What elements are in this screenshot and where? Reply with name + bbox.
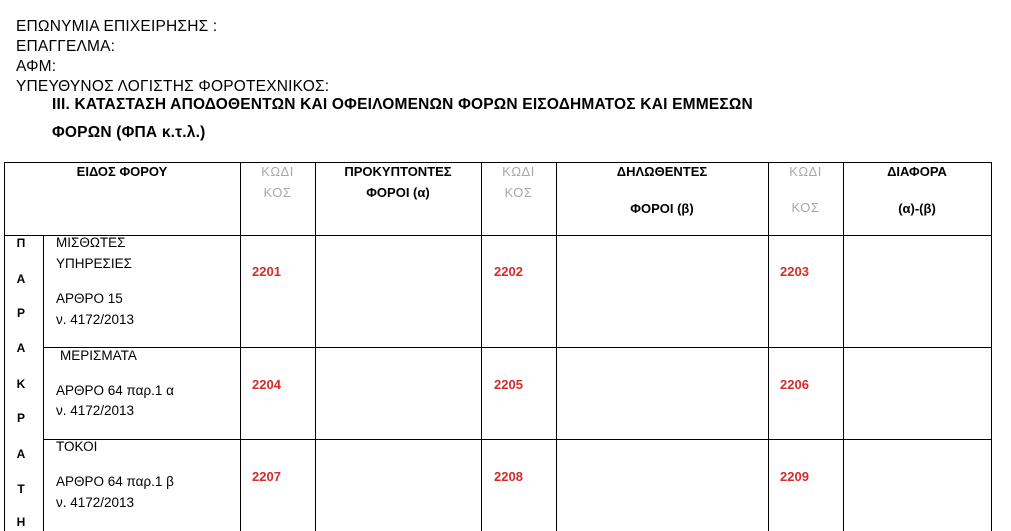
grid-vline-7 xyxy=(843,162,844,531)
vertical-label-char: Ρ xyxy=(16,306,25,320)
header-code1-bottom: ΚΟΣ xyxy=(263,185,292,200)
grid-vline-8 xyxy=(991,162,992,531)
section-title: III. ΚΑΤΑΣΤΑΣΗ ΑΠΟΔΟΘΕΝΤΩΝ ΚΑΙ ΟΦΕΙΛΟΜΕΝΩΝ ΦΟΡΩΝ ΕΙΣΟΔΗΜΑΤΟΣ ΚΑΙ ΕΜΜΕΣΩΝ xyxy=(52,96,753,113)
header-tax-type: ΕΙΔΟΣ ΦΟΡΟΥ xyxy=(76,164,168,179)
header-declared-top: ΔΗΛΩΘΕΝΤΕΣ xyxy=(616,164,708,179)
vertical-label-char: Α xyxy=(16,447,26,461)
row3-law: ν. 4172/2013 xyxy=(56,495,135,510)
tax-id-label: ΑΦΜ: xyxy=(16,58,57,75)
vertical-label-char: Π xyxy=(16,236,26,250)
grid-vline-0 xyxy=(4,162,5,531)
row1-code1: 2201 xyxy=(252,264,281,279)
row1-code3: 2203 xyxy=(780,264,809,279)
grid-vline-5 xyxy=(556,162,557,531)
profession-label: ΕΠΑΓΓΕΛΜΑ: xyxy=(16,38,116,55)
header-code2-bottom: ΚΟΣ xyxy=(504,185,533,200)
header-code2-top: ΚΩΔΙ xyxy=(502,164,535,179)
grid-vline-3 xyxy=(315,162,316,531)
row3-code3: 2209 xyxy=(780,469,809,484)
row1-name-line2: ΥΠΗΡΕΣΙΕΣ xyxy=(56,256,132,271)
header-code3-top: ΚΩΔΙ xyxy=(789,164,822,179)
company-name-label: ΕΠΩΝΥΜΙΑ ΕΠΙΧΕΙΡΗΣΗΣ : xyxy=(16,18,218,35)
row1-law: ν. 4172/2013 xyxy=(56,312,135,327)
accountant-label: ΥΠΕΥΘΥΝΟΣ ΛΟΓΙΣΤΗΣ ΦΟΡΟΤΕΧΝΙΚΟΣ: xyxy=(16,78,330,95)
row2-code1: 2204 xyxy=(252,377,281,392)
header-diff-bottom: (α)-(β) xyxy=(898,201,936,216)
vertical-label-char: Α xyxy=(16,341,26,355)
row3-code2: 2208 xyxy=(494,469,523,484)
grid-vline-6 xyxy=(768,162,769,531)
vertical-label-char: Κ xyxy=(16,377,26,391)
row2-code2: 2205 xyxy=(494,377,523,392)
row3-article: ΑΡΘΡΟ 64 παρ.1 β xyxy=(56,474,174,489)
grid-line-row1 xyxy=(43,347,992,348)
row1-article: ΑΡΘΡΟ 15 xyxy=(56,291,123,306)
row2-law: ν. 4172/2013 xyxy=(56,403,135,418)
header-diff-top: ΔΙΑΦΟΡΑ xyxy=(887,164,947,179)
row1-code2: 2202 xyxy=(494,264,523,279)
row1-name-line1: ΜΙΣΘΩΤΕΣ xyxy=(56,235,126,250)
vertical-label-char: Τ xyxy=(17,482,25,496)
row2-code3: 2206 xyxy=(780,377,809,392)
grid-line-row2 xyxy=(43,439,992,440)
vertical-label-char: Α xyxy=(16,272,26,286)
header-code3-bottom: ΚΟΣ xyxy=(791,200,820,215)
grid-vline-4 xyxy=(481,162,482,531)
row3-name-line1: ΤΟΚΟΙ xyxy=(56,439,98,454)
row2-name-line1: ΜΕΡΙΣΜΑΤΑ xyxy=(60,348,137,363)
header-code1-top: ΚΩΔΙ xyxy=(261,164,294,179)
header-arising-bottom: ΦΟΡΟΙ (α) xyxy=(366,185,430,200)
row3-code1: 2207 xyxy=(252,469,281,484)
vertical-label-char: Η xyxy=(16,515,26,529)
grid-vline-1 xyxy=(43,235,44,531)
header-declared-bottom: ΦΟΡΟΙ (β) xyxy=(630,201,694,216)
vertical-label-char: Ρ xyxy=(16,411,25,425)
header-arising-top: ΠΡΟΚΥΠΤΟΝΤΕΣ xyxy=(344,164,452,179)
section-title-cont: ΦΟΡΩΝ (ΦΠΑ κ.τ.λ.) xyxy=(52,124,206,141)
grid-vline-2 xyxy=(240,162,241,531)
row2-article: ΑΡΘΡΟ 64 παρ.1 α xyxy=(56,383,174,398)
